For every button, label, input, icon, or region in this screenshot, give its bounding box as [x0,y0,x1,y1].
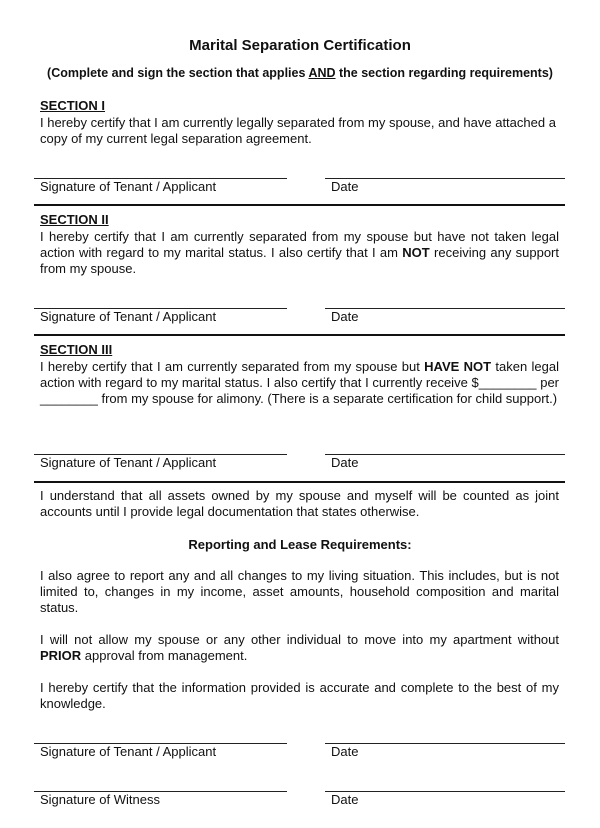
tenant-date-line[interactable] [325,743,565,744]
subtitle-text-post: the section regarding requirements) [335,66,553,80]
form-subtitle [0,66,600,80]
requirements-heading: Reporting and Lease Requirements: [188,537,412,552]
section-divider [34,204,565,206]
requirements-paragraph-2-post: approval from management. [81,648,248,663]
section-divider [34,481,565,483]
section-3-text-post: taken legal action with regard to my marital status. I also certify that I currently receive $________ per ________ from my spouse for alimony. (There is a separate certification for child support.) [40,359,559,406]
section-2-text-bold: NOT [402,245,430,260]
section-3-text-bold: HAVE NOT [424,359,492,374]
subtitle-text-pre: (Complete and sign the section that applies [47,66,309,80]
section-2-text-post: receiving any support from my spouse. [40,245,559,276]
section-1-signature-label: Signature of Tenant / Applicant [40,179,217,194]
section-2-date-line[interactable] [325,308,565,309]
section-divider [34,334,565,336]
section-3-text [40,359,559,407]
subtitle-and: AND [308,66,336,80]
form-title: Marital Separation Certification [189,37,411,54]
tenant-signature-label: Signature of Tenant / Applicant [40,744,217,759]
section-2-date-label: Date [331,309,359,324]
section-1-date-label: Date [331,179,359,194]
section-3-date-line[interactable] [325,454,565,455]
section-3-date-label: Date [331,455,359,470]
witness-date-label: Date [331,792,359,807]
section-3-text-pre: I hereby certify that I am currently separated from my spouse but [40,359,425,374]
witness-signature-label: Signature of Witness [40,792,160,807]
section-3-heading: SECTION III [40,342,113,357]
section-1-date-line[interactable] [325,178,565,179]
section-1-text: I hereby certify that I am currently legally separated from my spouse, and have attached a copy of my current legal separation agreement. [40,115,556,146]
section-2-text [40,229,559,277]
requirements-paragraph-3: I hereby certify that the information provided is accurate and complete to the best of my knowledge. [40,680,559,711]
requirements-paragraph-2 [40,632,559,664]
requirements-paragraph-2-bold: PRIOR [40,648,82,663]
witness-date-line[interactable] [325,791,565,792]
section-2-text-pre: I hereby certify that I am currently separated from my spouse but have not taken legal action with regard to my marital status. I also certify that I am [40,229,559,260]
section-3-signature-label: Signature of Tenant / Applicant [40,455,217,470]
section-2-signature-label: Signature of Tenant / Applicant [40,309,217,324]
requirements-paragraph-1: I also agree to report any and all changes to my living situation. This includes, but is not limited to, changes in my income, asset amounts, household composition and marital status. [40,568,559,615]
section-2-heading: SECTION II [40,212,109,227]
requirements-paragraph-2-pre: I will not allow my spouse or any other individual to move into my apartment without [40,632,559,647]
tenant-date-label: Date [331,744,359,759]
section-1-heading: SECTION I [40,98,106,113]
assets-text: I understand that all assets owned by my spouse and myself will be counted as joint accounts until I provide legal documentation that states otherwise. [40,488,559,519]
